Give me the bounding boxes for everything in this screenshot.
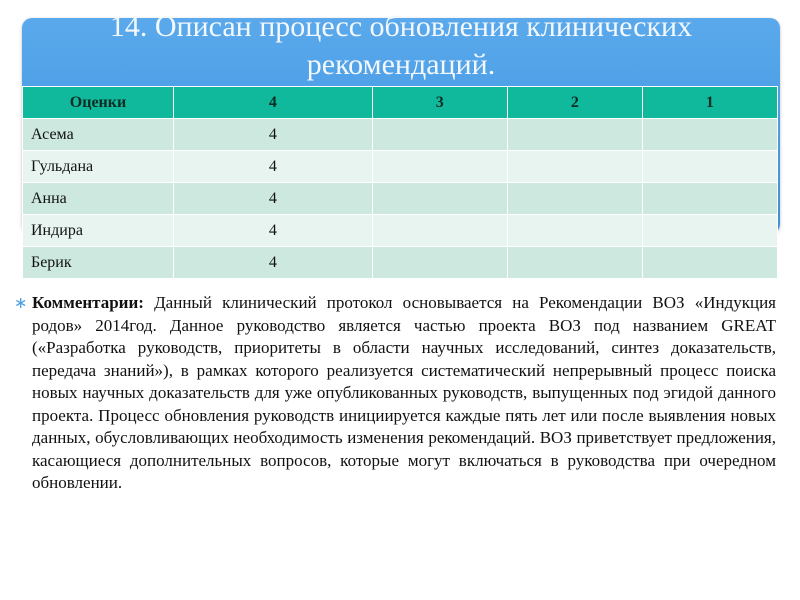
comment-block bbox=[14, 292, 780, 495]
cell-grade-2 bbox=[507, 119, 642, 151]
row-name: Индира bbox=[23, 215, 174, 247]
bullet-icon: ∗ bbox=[14, 293, 28, 312]
cell-grade-2 bbox=[507, 247, 642, 279]
cell-grade-2 bbox=[507, 151, 642, 183]
cell-grade-4: 4 bbox=[174, 247, 373, 279]
table-header-row bbox=[23, 87, 778, 119]
table-row bbox=[23, 119, 778, 151]
cell-grade-4: 4 bbox=[174, 215, 373, 247]
cell-grade-1 bbox=[642, 247, 777, 279]
row-name: Анна bbox=[23, 183, 174, 215]
table-row bbox=[23, 183, 778, 215]
cell-grade-2 bbox=[507, 215, 642, 247]
cell-grade-2 bbox=[507, 183, 642, 215]
row-name: Асема bbox=[23, 119, 174, 151]
header-grade-2: 2 bbox=[507, 87, 642, 119]
cell-grade-4: 4 bbox=[174, 151, 373, 183]
comment-text: Данный клинический протокол основывается на Рекомендации ВОЗ «Индукция родов» 2014год. Данное руководство является частью проекта ВОЗ под названием GREAT («Разработка руководств, приоритеты в области научных исследований, синтез доказательств, передача знаний»), в рамках которого реализуется систематический непрерывный процесс поиска новых научных доказательств для уже опубликованных руководств, выпущенных под эгидой данного проекта. Процесс обновления руководств инициируется каждые пять лет или после выявления новых данных, обусловливающих необходимость изменения рекомендаций. ВОЗ приветствует предложения, касающиеся дополнительных вопросов, которые могут включаться в руководства при очередном обновлении. bbox=[32, 293, 776, 492]
cell-grade-3 bbox=[372, 119, 507, 151]
header-grade-4: 4 bbox=[174, 87, 373, 119]
grades-table bbox=[22, 86, 778, 279]
table-row bbox=[23, 215, 778, 247]
comment-label: Комментарии: bbox=[32, 293, 144, 312]
cell-grade-1 bbox=[642, 119, 777, 151]
slide-title: 14. Описан процесс обновления клинических рекомендаций. bbox=[109, 10, 693, 81]
comment-paragraph bbox=[32, 292, 776, 495]
cell-grade-1 bbox=[642, 183, 777, 215]
cell-grade-1 bbox=[642, 215, 777, 247]
cell-grade-3 bbox=[372, 183, 507, 215]
cell-grade-3 bbox=[372, 215, 507, 247]
cell-grade-3 bbox=[372, 247, 507, 279]
header-grade-1: 1 bbox=[642, 87, 777, 119]
row-name: Берик bbox=[23, 247, 174, 279]
row-name: Гульдана bbox=[23, 151, 174, 183]
table-row bbox=[23, 151, 778, 183]
cell-grade-1 bbox=[642, 151, 777, 183]
header-grade-3: 3 bbox=[372, 87, 507, 119]
cell-grade-3 bbox=[372, 151, 507, 183]
header-grades: Оценки bbox=[23, 87, 174, 119]
cell-grade-4: 4 bbox=[174, 183, 373, 215]
cell-grade-4: 4 bbox=[174, 119, 373, 151]
table-row bbox=[23, 247, 778, 279]
